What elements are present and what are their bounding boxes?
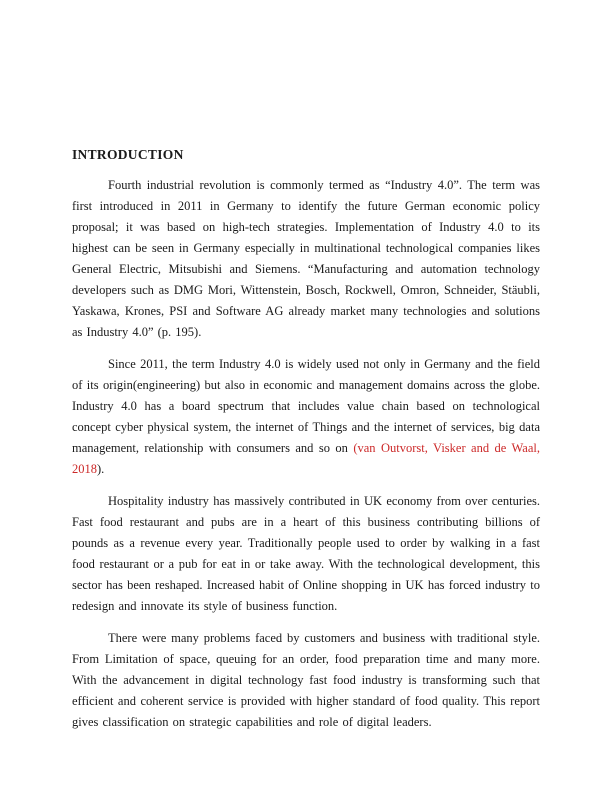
paragraph-hospitality-industry: Hospitality industry has massively contributed in UK economy from over centuries. Fast food restaurant and pubs are in a heart of this business contributing billions of pounds as a revenue every year. Traditionally people used to order by walking in a fast food restaurant or a pub for eat in or take away. With the technological development, this sector has been reshaped. Increased habit of Online shopping in UK has forced industry to redesign and innovate its style of business function. — [72, 494, 540, 613]
paragraph-text-after-citation: ). — [97, 462, 105, 476]
citation-reference: (van Outvorst, Visker and de Waal, 2018 — [72, 441, 540, 476]
paragraph-industry-4-intro: Fourth industrial revolution is commonly termed as “Industry 4.0”. The term was first introduced in 2011 in Germany to identify the future German economic policy proposal; it was based on high-tech strategies. Implementation of Industry 4.0 to its highest can be seen in Germany especially in multinational technological companies likes General Electric, Mitsubishi and Siemens. “Manufacturing and automation technology developers such as DMG Mori, Wittenstein, Bosch, Rockwell, Omron, Schneider, Stäubli, Yaskawa, Krones, PSI and Software AG already market many technologies and solutions as Industry 4.0” (p. 195). — [72, 178, 540, 339]
paragraph-traditional-problems: There were many problems faced by customers and business with traditional style. From Limitation of space, queuing for an order, food preparation time and many more. With the advancement in digital technology fast food industry is transforming such that efficient and coherent service is provided with higher standard of food quality. This report gives classification on strategic capabilities and role of digital leaders. — [72, 631, 540, 729]
section-heading: INTRODUCTION — [72, 147, 184, 162]
paragraph-industry-4-spectrum — [72, 354, 540, 480]
paragraph-text-before-citation: Since 2011, the term Industry 4.0 is widely used not only in Germany and the field of its origin(engineering) but also in economic and management domains across the globe. Industry 4.0 has a board spectrum that includes value chain based on technological concept cyber physical system, the internet of Things and the internet of services, big data management, relationship with consumers and so on — [72, 357, 540, 455]
